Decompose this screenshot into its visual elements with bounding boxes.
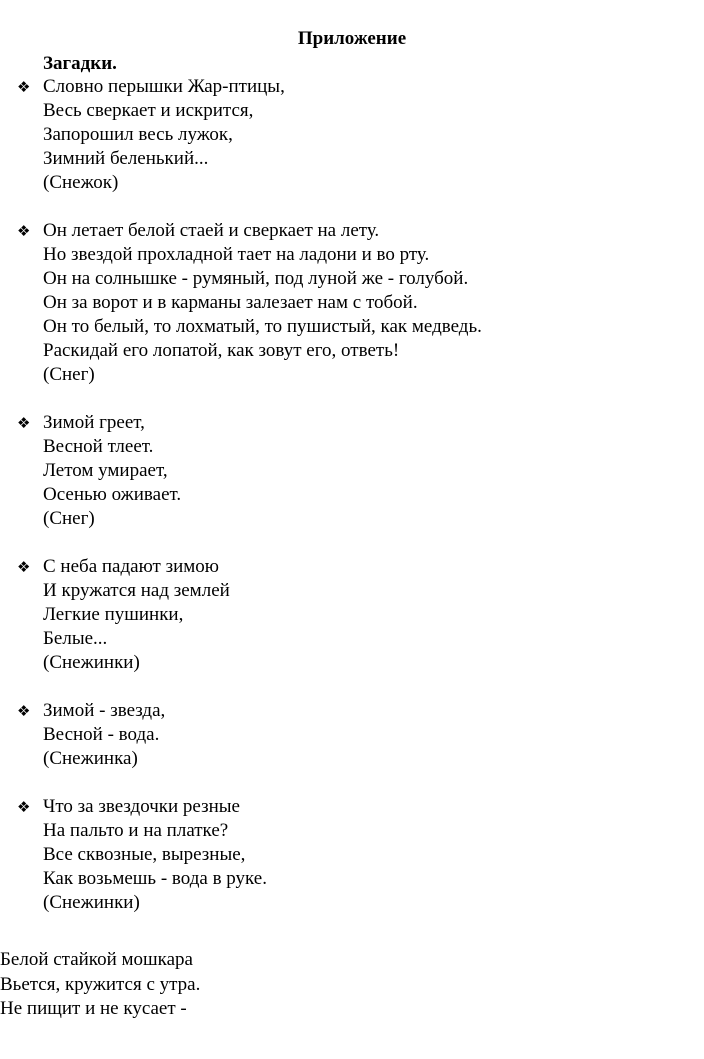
riddle-line: Летом умирает, — [43, 460, 168, 481]
riddle-answer: (Снежинка) — [43, 748, 138, 769]
riddle-line: Легкие пушинки, — [43, 604, 184, 625]
riddle-line: Весь сверкает и искрится, — [43, 100, 254, 121]
riddle-item — [0, 411, 704, 531]
riddle-line: На пальто и на платке? — [43, 820, 229, 841]
riddle-line: И кружатся над землей — [43, 580, 230, 601]
riddle-line: Он за ворот и в карманы залезает нам с тобой. — [43, 292, 418, 313]
trailing-riddle — [0, 948, 200, 1022]
riddle-line: Зимой греет, — [43, 412, 145, 433]
riddle-line: Что за звездочки резные — [43, 796, 240, 817]
riddle-item — [0, 795, 704, 915]
section-heading: Загадки. — [43, 53, 117, 74]
riddle-line: Зимой - звезда, — [43, 700, 166, 721]
riddle-line: Словно перышки Жар-птицы, — [43, 76, 285, 97]
riddle-line: Но звездой прохладной тает на ладони и во рту. — [43, 244, 430, 265]
riddle-line: Весной тлеет. — [43, 436, 154, 457]
riddle-line: Белые... — [43, 628, 108, 649]
trailing-line: Не пищит и не кусает - — [0, 998, 187, 1019]
riddle-list — [0, 75, 704, 939]
riddle-line: Раскидай его лопатой, как зовут его, ответь! — [43, 340, 400, 361]
diamond-bullet-icon: ❖ — [17, 414, 31, 432]
riddle-line: Он то белый, то лохматый, то пушистый, как медведь. — [43, 316, 482, 337]
riddle-line: Все сквозные, вырезные, — [43, 844, 246, 865]
diamond-bullet-icon: ❖ — [17, 222, 31, 240]
riddle-line: Как возьмешь - вода в руке. — [43, 868, 267, 889]
riddle-line: С неба падают зимою — [43, 556, 219, 577]
riddle-item — [0, 75, 704, 195]
riddle-line: Он летает белой стаей и сверкает на лету. — [43, 220, 380, 241]
riddle-line: Осенью оживает. — [43, 484, 182, 505]
diamond-bullet-icon: ❖ — [17, 78, 31, 96]
riddle-answer: (Снег) — [43, 508, 95, 529]
diamond-bullet-icon: ❖ — [17, 702, 31, 720]
riddle-answer: (Снег) — [43, 364, 95, 385]
riddle-answer: (Снежок) — [43, 172, 119, 193]
riddle-item — [0, 219, 704, 387]
riddle-answer: (Снежинки) — [43, 892, 140, 913]
diamond-bullet-icon: ❖ — [17, 798, 31, 816]
riddle-line: Он на солнышке - румяный, под луной же - голубой. — [43, 268, 469, 289]
trailing-line: Вьется, кружится с утра. — [0, 973, 201, 995]
riddle-answer: (Снежинки) — [43, 652, 140, 673]
trailing-line: Белой стайкой мошкара — [0, 949, 193, 970]
riddle-item — [0, 699, 704, 771]
riddle-line: Зимний беленький... — [43, 148, 209, 169]
riddle-line: Весной - вода. — [43, 724, 160, 745]
diamond-bullet-icon: ❖ — [17, 558, 31, 576]
riddle-item — [0, 555, 704, 675]
page-title: Приложение — [297, 28, 407, 49]
riddle-line: Запорошил весь лужок, — [43, 124, 233, 145]
